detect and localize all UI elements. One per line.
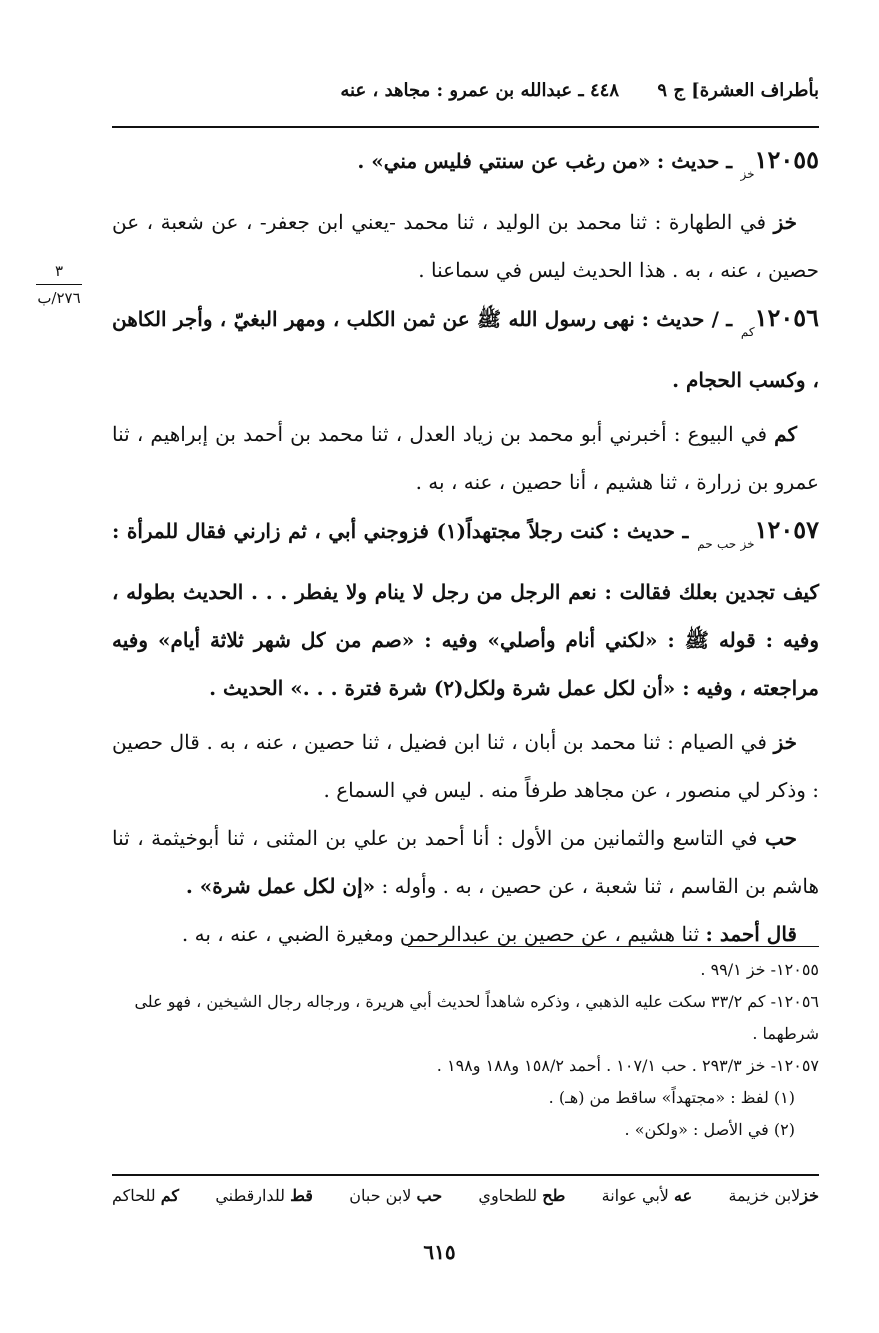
- footnotes: [112, 954, 819, 1146]
- source-code: خز: [773, 730, 797, 754]
- header-rule: [112, 126, 819, 128]
- source-code: خز: [773, 210, 797, 234]
- hadith-12055: [112, 136, 819, 198]
- margin-folio-top: ٣: [54, 262, 64, 280]
- hadith-12057-source-1: [112, 718, 819, 814]
- hadith-number: ١٢٠٥٥: [754, 145, 819, 174]
- abbreviation-item: حب لابن حبان: [349, 1186, 443, 1205]
- source-text: في الصيام : ثنا محمد بن أبان ، ثنا ابن فضيل ، ثنا حصين ، عنه ، به . قال حصين : وذكر لي منصور ، عن مجاهد طرفاً منه . ليس في السماع .: [112, 730, 819, 802]
- margin-folio-bottom: ٢٧٦/ب: [37, 289, 81, 307]
- hadith-12057: [112, 506, 819, 712]
- abbreviations-rule: [112, 1174, 819, 1176]
- hadith-12057-source-2: [112, 814, 819, 910]
- hadith-text: كنت رجلاً مجتهداً(١) فزوجني أبي ، ثم زارني فقال للمرأة : كيف تجدين بعلك فقالت : نعم الرجل من رجل لا ينام ولا يفطر . . . الحديث بطوله ، وفيه : قوله ﷺ : «لكني أنام وأصلي» وفيه : «صم من كل شهر ثلاثة أيام» وفيه مراجعته ، وفيه : «أن لكل عمل شرة ولكل(٢) شرة فترة . . .» الحديث .: [112, 519, 819, 700]
- hadith-lead: ـ حديث :: [656, 149, 733, 173]
- hadith-lead: ـ / حديث :: [641, 307, 733, 331]
- footnote-1: (١) لفظ : «مجتهداً» ساقط من (هـ) .: [548, 1088, 795, 1107]
- source-code-marker: خز حب حم: [697, 537, 755, 551]
- page-number: ٦١٥: [423, 1240, 456, 1264]
- source-code: كم: [774, 422, 797, 446]
- margin-folio-divider: [36, 284, 82, 285]
- abbreviation-item: خزلابن خزيمة: [728, 1186, 819, 1205]
- footnote-12056: ١٢٠٥٦- كم ٣٣/٢ سكت عليه الذهبي ، وذكره شاهداً لحديث أبي هريرة ، ورجاله رجال الشيخين ، فهو على شرطهما .: [134, 992, 819, 1043]
- source-text: في الطهارة : ثنا محمد بن الوليد ، ثنا محمد -يعني ابن جعفر- ، عن شعبة ، عن حصين ، عنه ، به . هذا الحديث ليس في سماعنا .: [112, 210, 819, 282]
- source-text: في البيوع : أخبرني أبو محمد بن زياد العدل ، ثنا محمد بن أحمد بن إبراهيم ، ثنا عمرو بن زرارة ، ثنا هشيم ، أنا حصين ، عنه ، به .: [112, 422, 819, 494]
- margin-folio-note: [30, 262, 88, 307]
- source-text: في التاسع والثمانين من الأول : أنا أحمد بن علي بن المثنى ، ثنا أبوخيثمة ، ثنا هاشم بن القاسم ، ثنا شعبة ، عن حصين ، به . وأوله :: [112, 826, 819, 898]
- hadith-number: ١٢٠٥٦: [754, 303, 820, 332]
- source-code: حب: [764, 826, 797, 850]
- source-lead: قال أحمد :: [705, 922, 797, 946]
- hadith-lead: ـ حديث :: [612, 519, 689, 543]
- footnote-rule: [408, 946, 819, 947]
- hadith-12056: [112, 294, 819, 404]
- abbreviation-item: طح للطحاوي: [478, 1186, 566, 1205]
- hadith-12057-source-3: [112, 910, 819, 958]
- source-quote: «إن لكل عمل شرة» .: [185, 874, 376, 898]
- hadith-text: «من رغب عن سنتي فليس مني» .: [357, 149, 651, 173]
- footnote-12057: ١٢٠٥٧- خز ٢٩٣/٣ . حب ١٠٧/١ . أحمد ١٥٨/٢ و١٨٨ و١٩٨ .: [436, 1056, 819, 1075]
- hadith-number: ١٢٠٥٧: [754, 515, 820, 544]
- running-header: [108, 80, 819, 114]
- header-book-title: بأطراف العشرة] ج ٩: [657, 80, 819, 101]
- abbreviation-item: كم للحاكم: [112, 1186, 180, 1205]
- abbreviation-item: قط للدارقطني: [215, 1186, 313, 1205]
- abbreviations-legend: [112, 1186, 819, 1205]
- source-code-marker: كم: [740, 325, 755, 339]
- header-section-title: ٤٤٨ ـ عبدالله بن عمرو : مجاهد ، عنه: [340, 80, 619, 101]
- hadith-12056-source: [112, 410, 819, 506]
- source-text: ثنا هشيم ، عن حصين بن عبدالرحمن ومغيرة الضبي ، عنه ، به .: [181, 922, 700, 946]
- main-text: [112, 136, 819, 958]
- footnote-12055: ١٢٠٥٥- خز ٩٩/١ .: [700, 960, 819, 979]
- footnote-2: (٢) في الأصل : «ولكن» .: [624, 1120, 795, 1139]
- hadith-text: نهى رسول الله ﷺ عن ثمن الكلب ، ومهر البغيّ ، وأجر الكاهن ، وكسب الحجام .: [112, 307, 819, 392]
- source-code-marker: خز: [740, 167, 755, 181]
- hadith-12055-source: [112, 198, 819, 294]
- abbreviation-item: عه لأبي عوانة: [601, 1186, 693, 1205]
